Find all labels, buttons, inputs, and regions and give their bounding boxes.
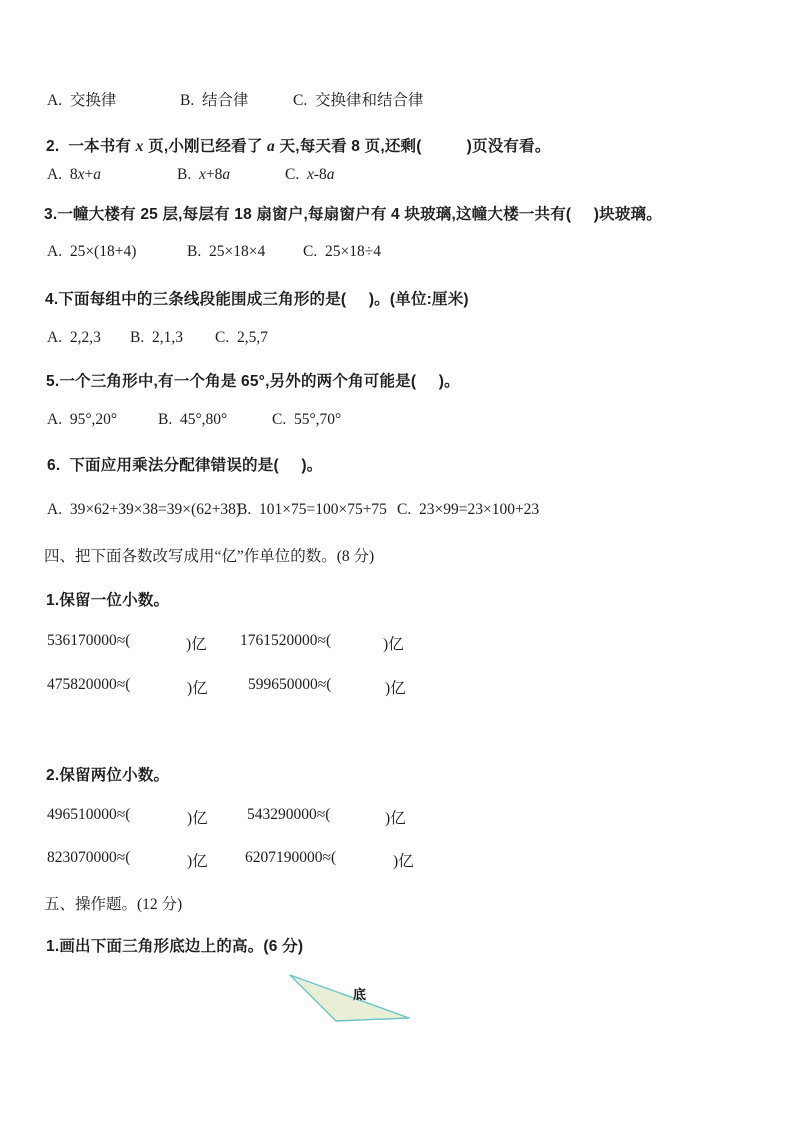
- q5-option-c: C. 55°,70°: [272, 411, 342, 428]
- convert-post: )亿: [385, 680, 406, 697]
- convert-pre: 599650000≈(: [248, 676, 332, 693]
- convert-pre: 496510000≈(: [47, 806, 131, 823]
- convert-pre: 543290000≈(: [247, 806, 331, 823]
- q1-option-b: B. 结合律: [180, 92, 249, 109]
- q2-option-c: C. x-8a: [285, 166, 335, 183]
- convert-post: )亿: [187, 853, 208, 870]
- convert-post: )亿: [187, 810, 208, 827]
- section4-sub1-row: [0, 588, 793, 610]
- convert-post: )亿: [186, 636, 207, 653]
- q4-option-b: B. 2,1,3: [130, 329, 183, 346]
- section5-title: 五、操作题。(12 分): [44, 896, 183, 913]
- section4-sub2-row: [0, 763, 793, 785]
- q4-options-row: [0, 329, 793, 351]
- q6-option-b: B. 101×75=100×75+75: [237, 501, 387, 518]
- triangle-figure: [270, 965, 430, 1030]
- q6-stem: 6. 下面应用乘法分配律错误的是( )。: [47, 457, 323, 474]
- section4-title-row: [0, 544, 793, 566]
- section5-item1-row: [0, 934, 793, 956]
- q1-options-row: [0, 88, 793, 110]
- convert-pre: 475820000≈(: [47, 676, 131, 693]
- q3-option-a: A. 25×(18+4): [47, 243, 137, 260]
- q6-option-a: A. 39×62+39×38=39×(62+38): [47, 501, 242, 518]
- q4-option-a: A. 2,2,3: [47, 329, 101, 346]
- q5-option-a: A. 95°,20°: [47, 411, 118, 428]
- convert-row: [0, 849, 793, 871]
- q2-stem: 2. 一本书有 x 页,小刚已经看了 a 天,每天看 8 页,还剩( )页没有看。: [46, 138, 551, 155]
- q3-option-b: B. 25×18×4: [187, 243, 266, 260]
- convert-pre: 823070000≈(: [47, 849, 131, 866]
- convert-post: )亿: [187, 680, 208, 697]
- q5-option-b: B. 45°,80°: [158, 411, 228, 428]
- q5-stem-row: [0, 369, 793, 391]
- convert-row: [0, 806, 793, 828]
- q1-option-c: C. 交换律和结合律: [293, 92, 424, 109]
- section5-item1: 1.画出下面三角形底边上的高。(6 分): [46, 938, 304, 955]
- section4-sub1: 1.保留一位小数。: [46, 592, 170, 609]
- q3-stem: 3.一幢大楼有 25 层,每层有 18 扇窗户,每扇窗户有 4 块玻璃,这幢大楼一共有( )块玻璃。: [44, 206, 662, 223]
- convert-row: [0, 676, 793, 698]
- triangle-shape: [290, 975, 409, 1021]
- q3-option-c: C. 25×18÷4: [303, 243, 381, 260]
- convert-row: [0, 632, 793, 654]
- q6-stem-row: [0, 453, 793, 475]
- q6-option-c: C. 23×99=23×100+23: [397, 501, 540, 518]
- q2-options-row: [0, 166, 793, 188]
- convert-pre: 1761520000≈(: [240, 632, 332, 649]
- q5-stem: 5.一个三角形中,有一个角是 65°,另外的两个角可能是( )。: [46, 373, 460, 390]
- q3-stem-row: [0, 202, 793, 224]
- convert-pre: 536170000≈(: [47, 632, 131, 649]
- section4-title: 四、把下面各数改写成用“亿”作单位的数。(8 分): [44, 548, 375, 565]
- q4-option-c: C. 2,5,7: [215, 329, 268, 346]
- q4-stem: 4.下面每组中的三条线段能围成三角形的是( )。(单位:厘米): [45, 291, 469, 308]
- q2-stem-row: [0, 134, 793, 156]
- q2-option-a: A. 8x+a: [47, 166, 101, 183]
- q2-option-b: B. x+8a: [177, 166, 231, 183]
- section5-title-row: [0, 892, 793, 914]
- q4-stem-row: [0, 287, 793, 309]
- convert-pre: 6207190000≈(: [245, 849, 337, 866]
- section4-sub2: 2.保留两位小数。: [46, 767, 170, 784]
- convert-post: )亿: [383, 636, 404, 653]
- q1-option-a: A. 交换律: [47, 92, 117, 109]
- convert-post: )亿: [385, 810, 406, 827]
- q5-options-row: [0, 411, 793, 433]
- q3-options-row: [0, 243, 793, 265]
- convert-post: )亿: [393, 853, 414, 870]
- triangle-base-label: 底: [353, 987, 367, 1002]
- q6-options-row: [0, 501, 793, 523]
